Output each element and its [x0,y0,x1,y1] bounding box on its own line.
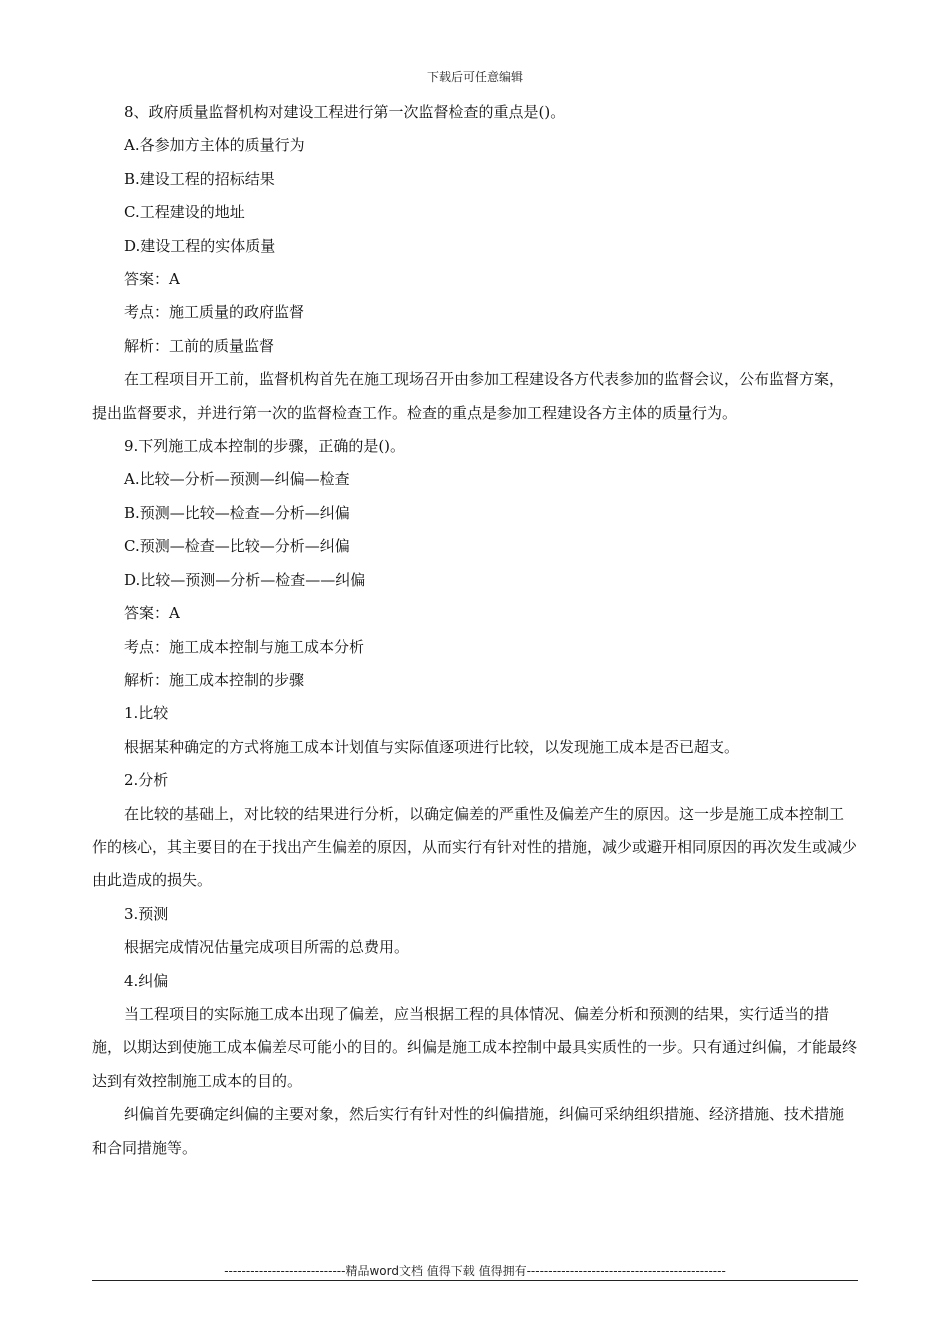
question-9-option-d: D.比较—预测—分析—检查——纠偏 [124,570,366,589]
step-2-heading: 2.分析 [124,771,169,790]
question-9-option-a: A.比较—分析—预测—纠偏—检查 [124,470,350,489]
question-9-option-b: B.预测—比较—检查—分析—纠偏 [124,503,350,522]
document-body [92,96,857,1165]
step-2-text: 在比较的基础上，对比较的结果进行分析，以确定偏差的严重性及偏差产生的原因。这一步是施工成本控制工作的核心，其主要目的在于找出产生偏差的原因，从而实行有针对性的措施，减少或避开相同原因的再次发生或减少由此造成的损失。 [92,804,858,890]
question-8-option-d: D.建设工程的实体质量 [124,236,276,255]
step-1-text: 根据某种确定的方式将施工成本计划值与实际值逐项进行比较，以发现施工成本是否已超支。 [124,737,740,756]
question-9-answer: 答案：A [124,604,180,623]
step-4-heading: 4.纠偏 [124,971,169,990]
step-4-text-continued: 纠偏首先要确定纠偏的主要对象，然后实行有针对性的纠偏措施，纠偏可采纳组织措施、经济措施、技术措施和合同措施等。 [92,1105,845,1157]
question-9-analysis-title: 解析：施工成本控制的步骤 [124,670,305,689]
question-8-topic: 考点：施工质量的政府监督 [124,303,305,322]
footer-divider [92,1280,858,1281]
question-9-topic: 考点：施工成本控制与施工成本分析 [124,637,365,656]
page-header: 下载后可任意编辑 [426,70,523,84]
question-8-stem: 8、政府质量监督机构对建设工程进行第一次监督检查的重点是()。 [124,103,566,121]
question-8-answer: 答案：A [124,270,180,289]
question-8-analysis-text: 在工程项目开工前，监督机构首先在施工现场召开由参加工程建设各方代表参加的监督会议，公布监督方案，提出监督要求，并进行第一次的监督检查工作。检查的重点是参加工程建设各方主体的质量行为。 [92,370,845,422]
question-8-option-c: C.工程建设的地址 [124,203,245,222]
step-1-heading: 1.比较 [124,704,169,723]
step-3-heading: 3.预测 [124,904,169,923]
page-footer: ----------------------------精品word文档 值得下载 值得拥有---------------------------------------------- [224,1264,726,1278]
question-9-option-c: C.预测—检查—比较—分析—纠偏 [124,537,350,556]
question-8-option-b: B.建设工程的招标结果 [124,169,275,188]
question-8-analysis-title: 解析：工前的质量监督 [124,336,275,355]
question-9-stem: 9.下列施工成本控制的步骤，正确的是()。 [124,437,406,456]
step-3-text: 根据完成情况估量完成项目所需的总费用。 [124,938,410,957]
step-4-text: 当工程项目的实际施工成本出现了偏差，应当根据工程的具体情况、偏差分析和预测的结果，实行适当的措施，以期达到使施工成本偏差尽可能小的目的。纠偏是施工成本控制中最具实质性的一步。只有通过纠偏，才能最终达到有效控制施工成本的目的。 [92,1004,858,1090]
question-8-option-a: A.各参加方主体的质量行为 [124,136,305,155]
